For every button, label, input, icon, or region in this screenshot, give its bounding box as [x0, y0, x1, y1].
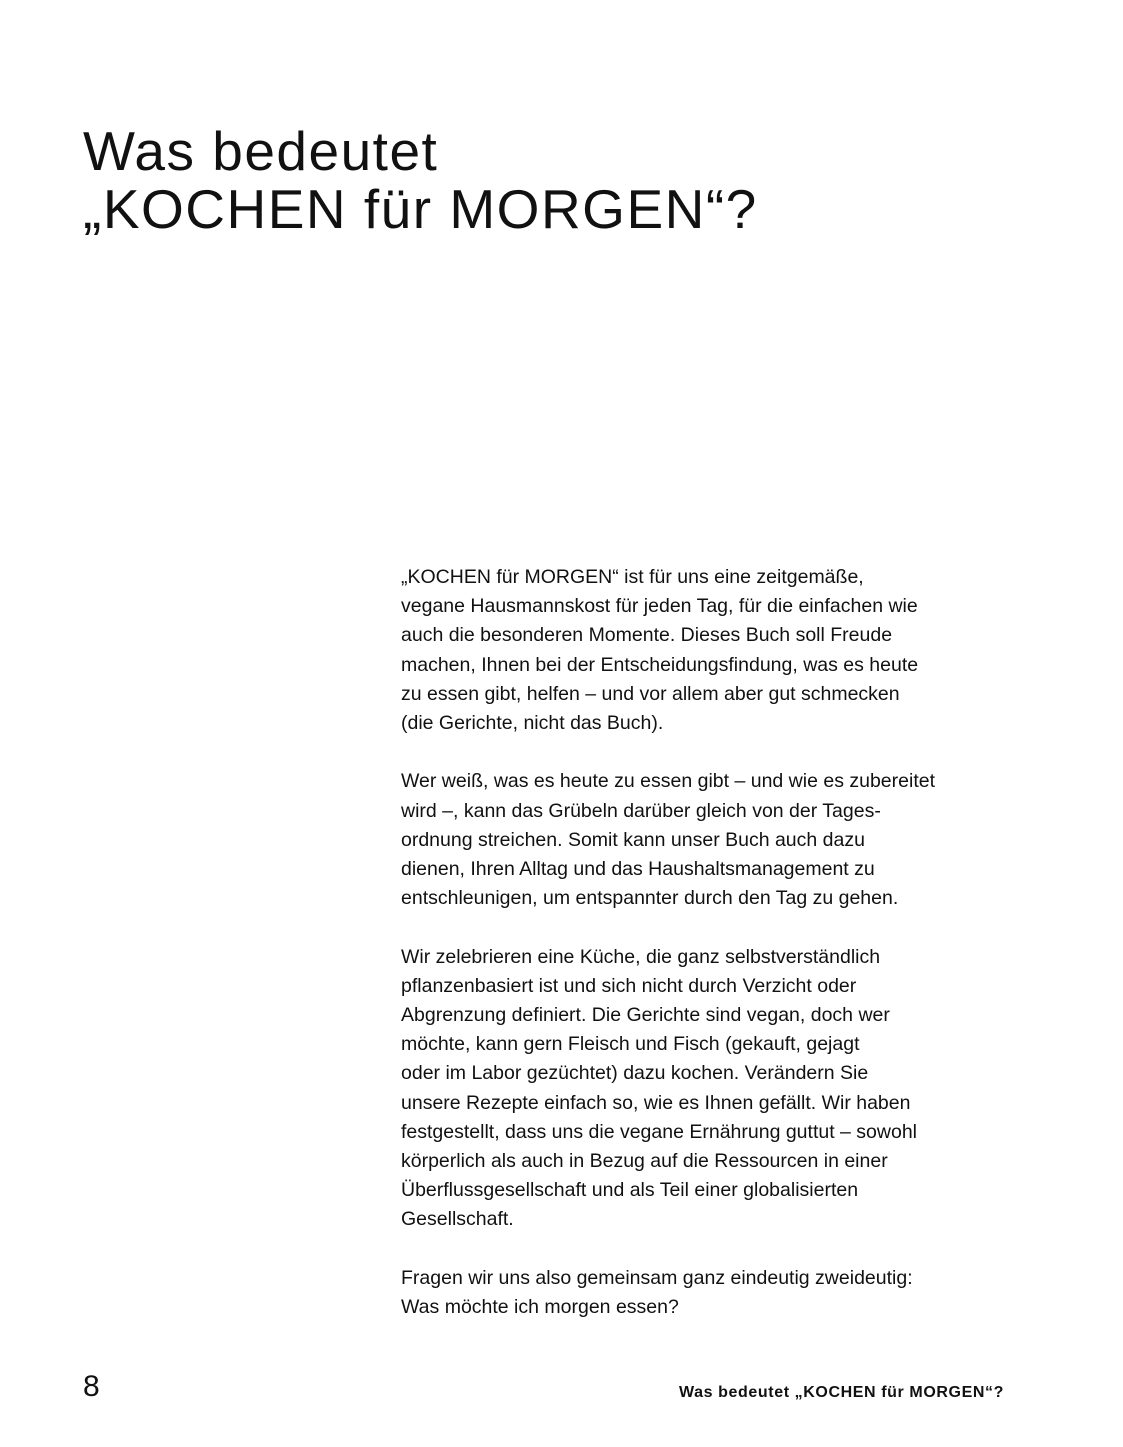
text-line: Was möchte ich morgen essen? — [401, 1296, 679, 1319]
body-text — [401, 563, 1041, 1351]
text-line: machen, Ihnen bei der Entscheidungsfindung, was es heute — [401, 653, 919, 676]
text-line: ordnung streichen. Somit kann unser Buch auch dazu — [401, 828, 865, 851]
paragraph-4 — [401, 1264, 1041, 1322]
text-line: festgestellt, dass uns die vegane Ernährung guttut – sowohl — [401, 1120, 917, 1143]
page-title-line-2: „KOCHEN für MORGEN“? — [83, 178, 758, 240]
text-line: auch die besonderen Momente. Dieses Buch soll Freude — [401, 624, 893, 647]
text-line: (die Gerichte, nicht das Buch). — [401, 712, 664, 735]
page-title — [83, 122, 1043, 238]
running-header: Was bedeutet „KOCHEN für MORGEN“? — [679, 1384, 1004, 1401]
text-line: möchte, kann gern Fleisch und Fisch (gekauft, gejagt — [401, 1033, 860, 1056]
text-line: Überflussgesellschaft und als Teil einer globalisierten — [401, 1179, 859, 1202]
text-line: Gesellschaft. — [401, 1208, 514, 1231]
page-title-line-1: Was bedeutet — [83, 120, 439, 182]
text-line: Wer weiß, was es heute zu essen gibt – und wie es zubereitet — [401, 770, 936, 793]
text-line: Wir zelebrieren eine Küche, die ganz selbstverständlich — [401, 945, 881, 968]
text-line: „KOCHEN für MORGEN“ ist für uns eine zeitgemäße, — [401, 566, 864, 588]
paragraph-2 — [401, 767, 1041, 913]
text-line: zu essen gibt, helfen – und vor allem aber gut schmecken — [401, 682, 900, 705]
text-line: vegane Hausmannskost für jeden Tag, für die einfachen wie — [401, 595, 918, 618]
text-line: oder im Labor gezüchtet) dazu kochen. Verändern Sie — [401, 1062, 869, 1085]
text-line: Fragen wir uns also gemeinsam ganz eindeutig zweideutig: — [401, 1266, 913, 1289]
paragraph-1 — [401, 563, 1041, 738]
text-line: Abgrenzung definiert. Die Gerichte sind vegan, doch wer — [401, 1004, 890, 1027]
paragraph-3 — [401, 943, 1041, 1235]
page-number: 8 — [83, 1370, 100, 1403]
text-line: pflanzenbasiert ist und sich nicht durch Verzicht oder — [401, 974, 857, 997]
text-line: entschleunigen, um entspannter durch den Tag zu gehen. — [401, 887, 899, 910]
text-line: unsere Rezepte einfach so, wie es Ihnen gefällt. Wir haben — [401, 1091, 911, 1114]
text-line: wird –, kann das Grübeln darüber gleich von der Tages- — [401, 799, 881, 822]
text-line: dienen, Ihren Alltag und das Haushaltsmanagement zu — [401, 858, 875, 881]
text-line: körperlich als auch in Bezug auf die Ressourcen in einer — [401, 1150, 888, 1173]
